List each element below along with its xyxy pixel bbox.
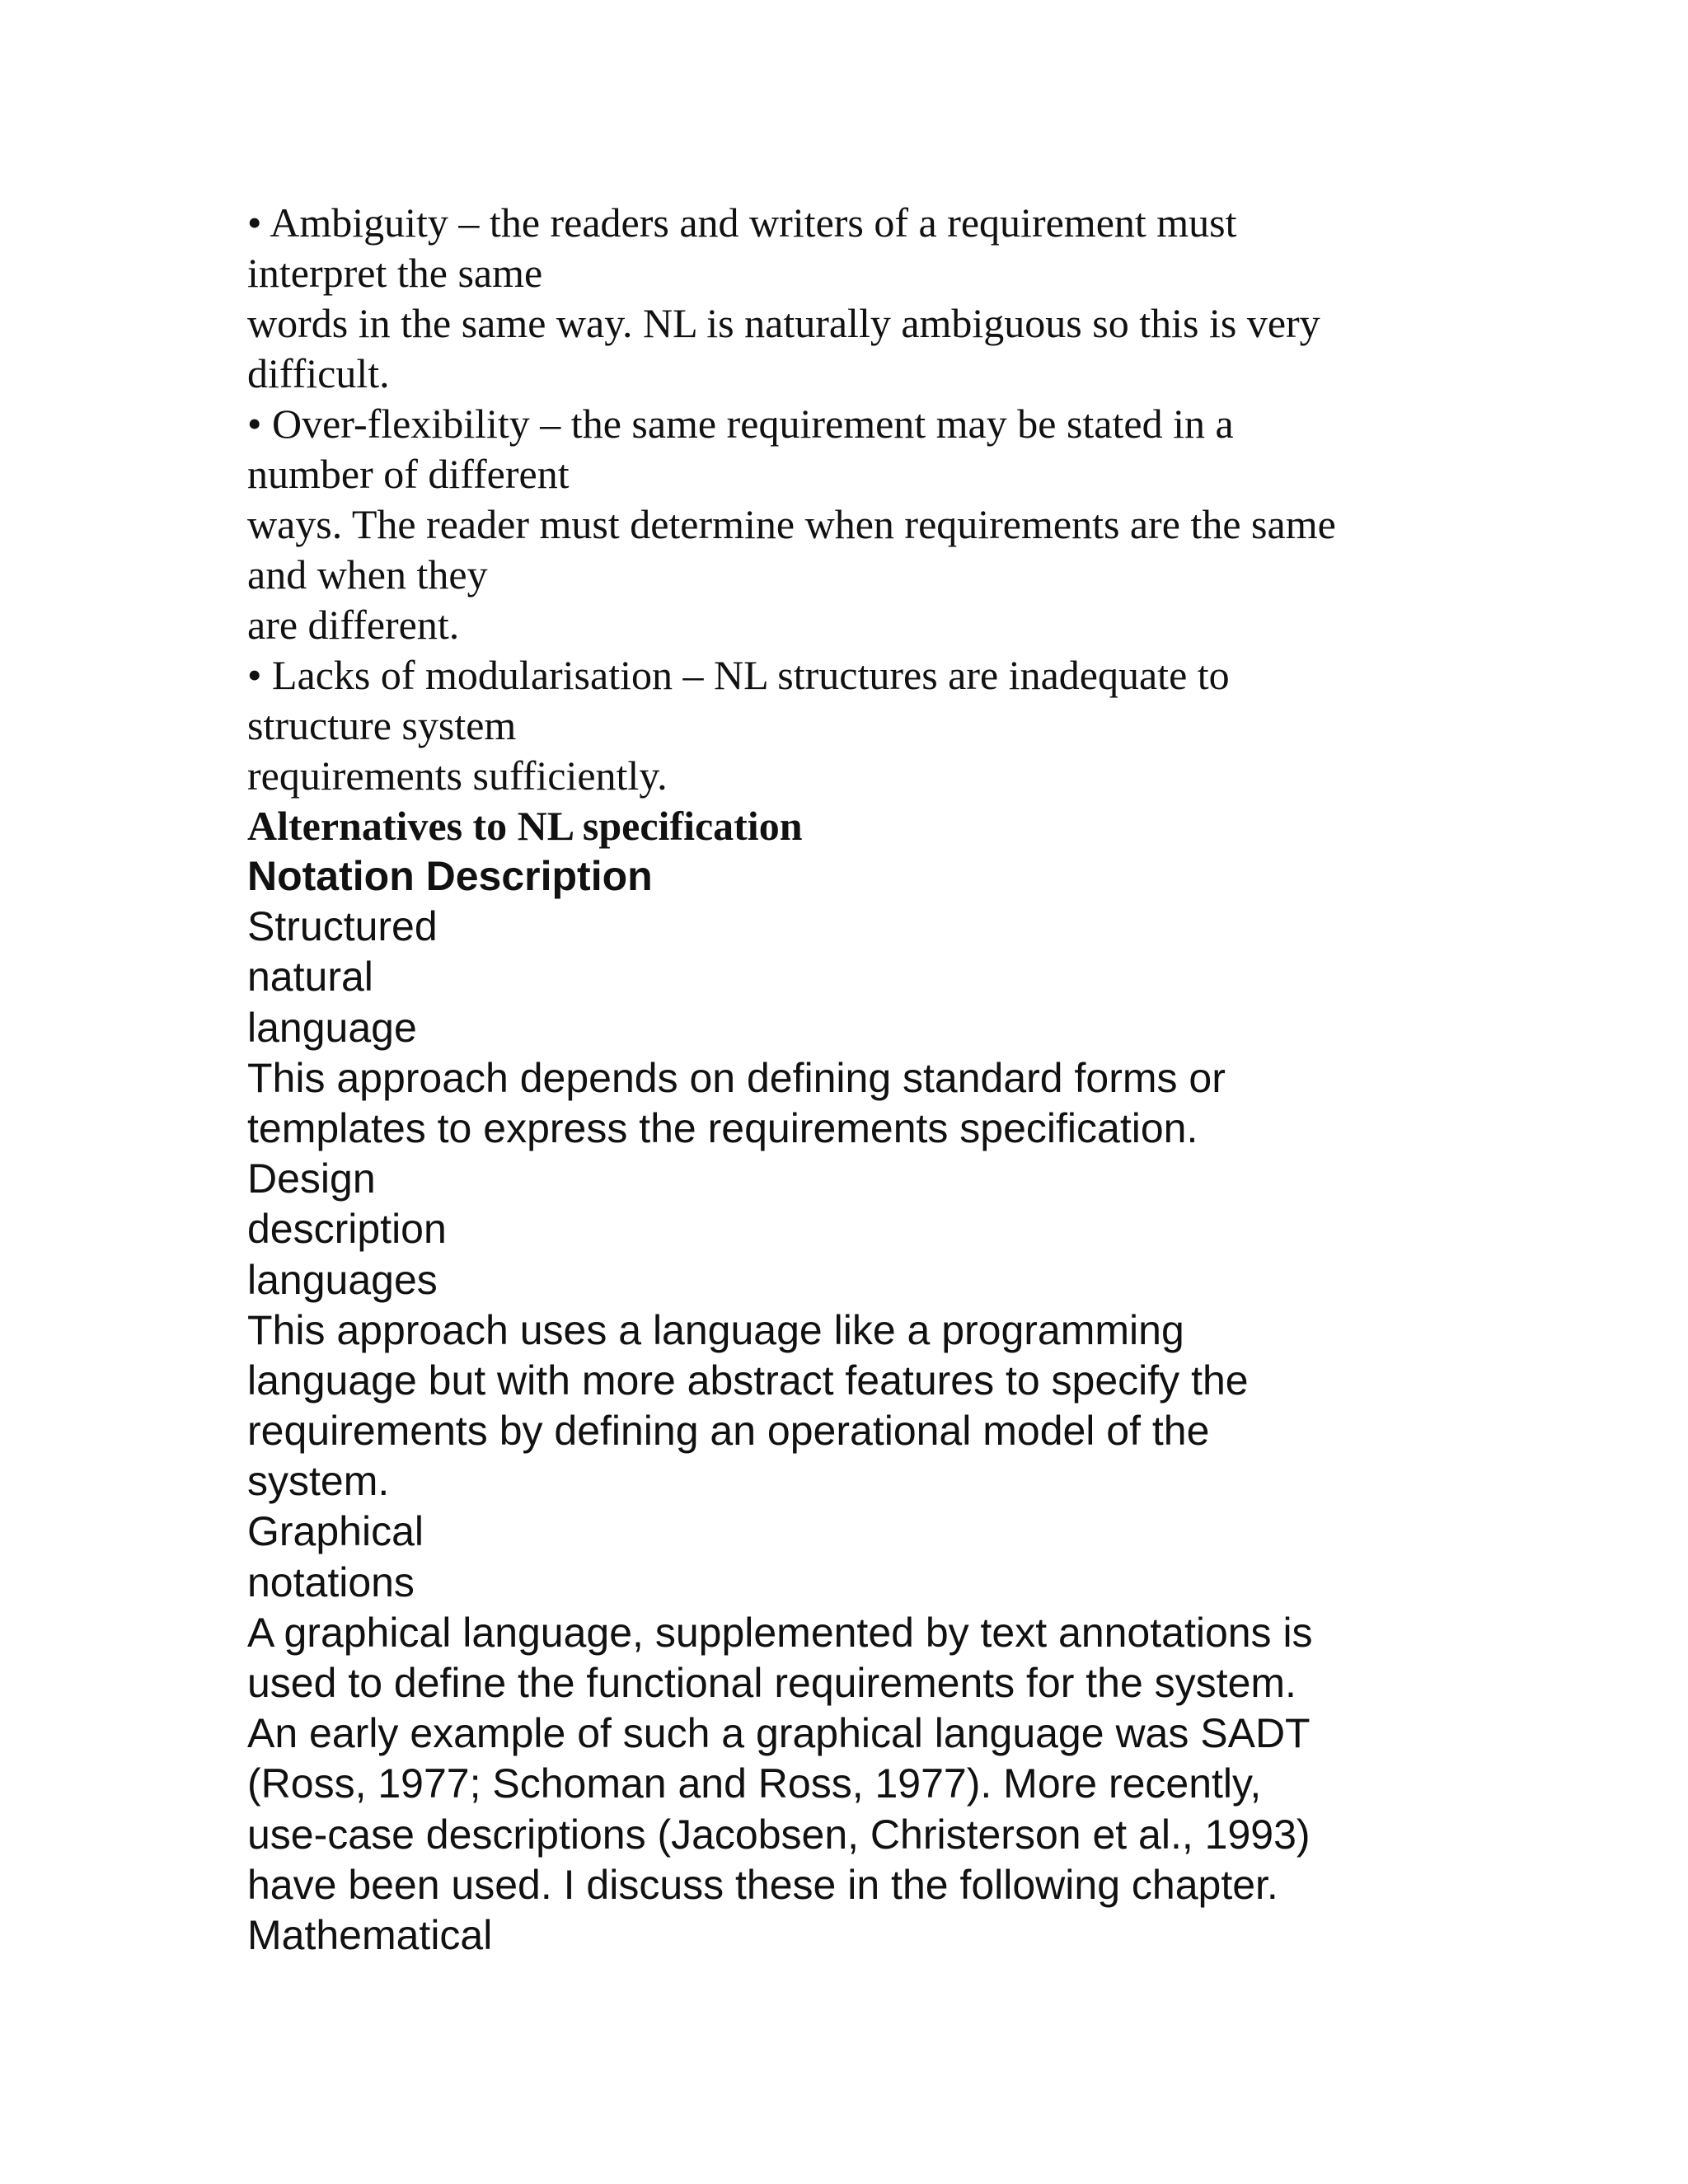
- table-line: system.: [247, 1458, 390, 1505]
- text-line: and when they: [247, 551, 488, 598]
- table-line: requirements by defining an operational model of the: [247, 1408, 1210, 1455]
- table-line: natural: [247, 954, 373, 1001]
- text-line: structure system: [247, 702, 517, 748]
- table-line: have been used. I discuss these in the following chapter.: [247, 1861, 1278, 1908]
- text-line: • Lacks of modularisation – NL structures are inadequate to: [247, 652, 1230, 698]
- table-line: Graphical: [247, 1508, 424, 1555]
- table-line: languages: [247, 1256, 438, 1303]
- table-line: Mathematical: [247, 1911, 493, 1958]
- table-line: language but with more abstract features to specify the: [247, 1357, 1249, 1404]
- text-line: words in the same way. NL is naturally ambiguous so this is very: [247, 300, 1320, 346]
- table-line: notations: [247, 1558, 415, 1605]
- section-heading: Alternatives to NL specification: [247, 803, 803, 849]
- text-line: • Ambiguity – the readers and writers of a requirement must: [247, 199, 1237, 246]
- text-line: interpret the same: [247, 250, 543, 296]
- text-line: requirements sufficiently.: [247, 752, 668, 799]
- text-line: • Over-flexibility – the same requirement may be stated in a: [247, 401, 1234, 447]
- table-line: description: [247, 1206, 447, 1253]
- table-line: (Ross, 1977; Schoman and Ross, 1977). More recently,: [247, 1760, 1262, 1807]
- text-line: difficult.: [247, 350, 390, 396]
- table-line: Design: [247, 1155, 376, 1202]
- table-line: Structured: [247, 903, 438, 950]
- table-line: This approach uses a language like a programming: [247, 1306, 1184, 1353]
- text-line: are different.: [247, 602, 460, 648]
- table-line: An early example of such a graphical language was SADT: [247, 1710, 1311, 1757]
- text-line: number of different: [247, 451, 570, 497]
- table-line: use-case descriptions (Jacobsen, Christerson et al., 1993): [247, 1811, 1311, 1858]
- text-line: ways. The reader must determine when requirements are the same: [247, 501, 1336, 547]
- table-line: A graphical language, supplemented by text annotations is: [247, 1609, 1313, 1656]
- table-line: templates to express the requirements specification.: [247, 1104, 1198, 1151]
- table-line: language: [247, 1004, 417, 1051]
- table-line: This approach depends on defining standard forms or: [247, 1054, 1226, 1101]
- document-page: [247, 198, 1533, 1961]
- table-line: used to define the functional requirements for the system.: [247, 1660, 1296, 1706]
- table-header: Notation Description: [247, 853, 653, 899]
